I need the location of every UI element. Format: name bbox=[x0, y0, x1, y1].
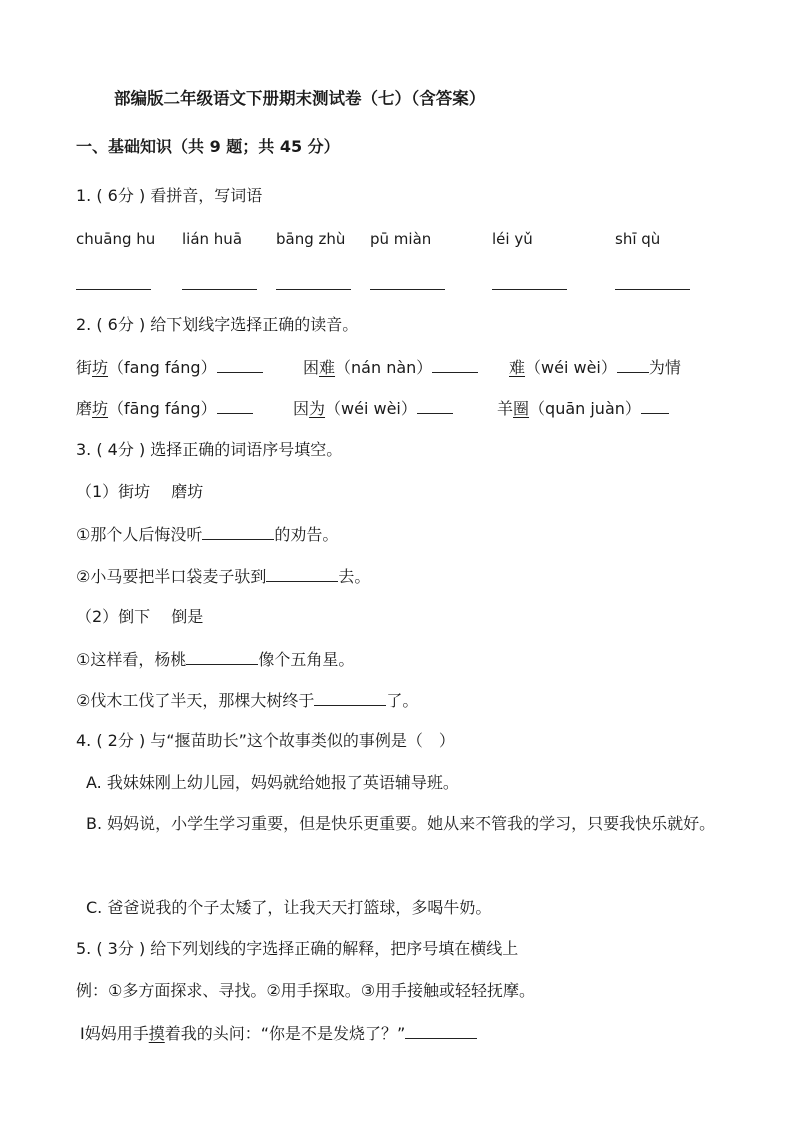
q2-word: 困 bbox=[303, 358, 320, 377]
underlined-char: 圈 bbox=[513, 399, 530, 418]
underlined-char: 难 bbox=[509, 358, 526, 377]
answer-blank[interactable] bbox=[266, 566, 338, 582]
q5-example: 例：①多方面探求、寻找。②用手探取。③用手接触或轻轻抚摩。 bbox=[76, 981, 536, 1000]
q3-header: 3. ( 4分 ) 选择正确的词语序号填空。 bbox=[76, 440, 343, 459]
answer-blank[interactable] bbox=[276, 289, 351, 290]
q5-item bbox=[80, 1023, 477, 1044]
option-c[interactable]: C. 爸爸说我的个子太矮了，让我天天打篮球，多喝牛奶。 bbox=[86, 898, 492, 917]
q2-item bbox=[509, 357, 681, 378]
pinyin-options: （fang fáng） bbox=[108, 358, 217, 377]
underlined-char: 坊 bbox=[92, 399, 109, 418]
q2-item bbox=[497, 398, 669, 419]
answer-blank[interactable] bbox=[641, 398, 669, 414]
answer-blank[interactable] bbox=[182, 289, 257, 290]
section-heading: 一、基础知识（共 9 题；共 45 分） bbox=[76, 137, 340, 156]
q2-word: 羊 bbox=[497, 399, 514, 418]
answer-blank[interactable] bbox=[615, 289, 690, 290]
q3-sentence bbox=[76, 524, 338, 545]
sentence-text: 像个五角星。 bbox=[258, 650, 355, 669]
answer-blank[interactable] bbox=[492, 289, 567, 290]
q3-sentence bbox=[76, 649, 354, 670]
q5-header: 5. ( 3分 ) 给下列划线的字选择正确的解释，把序号填在横线上 bbox=[76, 939, 519, 958]
pinyin-3: bāng zhù bbox=[276, 230, 346, 248]
sentence-text: ①那个人后悔没听 bbox=[76, 525, 203, 544]
answer-blank[interactable] bbox=[186, 649, 258, 665]
answer-blank[interactable] bbox=[217, 398, 253, 414]
q2-word: 为情 bbox=[648, 358, 681, 377]
answer-blank[interactable] bbox=[417, 398, 453, 414]
pinyin-options: （nán nàn） bbox=[335, 358, 433, 377]
sentence-text: ①这样看，杨桃 bbox=[76, 650, 187, 669]
q3-sub-heading: （2）倒下 倒是 bbox=[76, 607, 204, 626]
answer-blank[interactable] bbox=[405, 1023, 477, 1039]
pinyin-5: léi yǔ bbox=[492, 230, 533, 248]
sentence-text: 了。 bbox=[386, 691, 419, 710]
document-title: 部编版二年级语文下册期末测试卷（七）（含答案） bbox=[114, 89, 486, 108]
q2-word: 街 bbox=[76, 358, 93, 377]
underlined-char: 为 bbox=[309, 399, 326, 418]
q3-sub-heading: （1）街坊 磨坊 bbox=[76, 482, 204, 501]
answer-blank[interactable] bbox=[76, 289, 151, 290]
q2-word: 磨 bbox=[76, 399, 93, 418]
q2-item bbox=[293, 398, 453, 419]
sentence-text: 着我的头问：“你是不是发烧了？” bbox=[164, 1024, 406, 1043]
sentence-text: Ⅰ妈妈用手 bbox=[80, 1024, 149, 1043]
q2-header: 2. ( 6分 ) 给下划线字选择正确的读音。 bbox=[76, 315, 359, 334]
answer-blank[interactable] bbox=[617, 357, 649, 373]
sentence-text: 的劝告。 bbox=[274, 525, 339, 544]
q3-sentence bbox=[76, 690, 418, 711]
sentence-text: ②小马要把半口袋麦子驮到 bbox=[76, 567, 267, 586]
option-a[interactable]: A. 我妹妹刚上幼儿园，妈妈就给她报了英语辅导班。 bbox=[86, 773, 459, 792]
option-b[interactable]: B. 妈妈说，小学生学习重要，但是快乐更重要。她从来不管我的学习，只要我快乐就好。 bbox=[86, 814, 716, 833]
q4-header: 4. ( 2分 ) 与“揠苗助长”这个故事类似的事例是（ ） bbox=[76, 731, 455, 750]
pinyin-1: chuāng hu bbox=[76, 230, 156, 248]
answer-blank[interactable] bbox=[432, 357, 478, 373]
sentence-text: 去。 bbox=[338, 567, 371, 586]
q2-word: 因 bbox=[293, 399, 310, 418]
underlined-char: 摸 bbox=[148, 1024, 165, 1043]
pinyin-options: （wéi wèi） bbox=[325, 399, 417, 418]
q2-item bbox=[76, 398, 253, 419]
pinyin-options: （wéi wèi） bbox=[525, 358, 617, 377]
answer-blank[interactable] bbox=[314, 690, 386, 706]
pinyin-options: （quān juàn） bbox=[529, 399, 641, 418]
q3-sentence bbox=[76, 566, 370, 587]
pinyin-2: lián huā bbox=[182, 230, 243, 248]
underlined-char: 难 bbox=[319, 358, 336, 377]
sentence-text: ②伐木工伐了半天，那棵大树终于 bbox=[76, 691, 315, 710]
pinyin-6: shī qù bbox=[615, 230, 661, 248]
q2-item bbox=[303, 357, 478, 378]
q2-item bbox=[76, 357, 263, 378]
underlined-char: 坊 bbox=[92, 358, 109, 377]
answer-blank[interactable] bbox=[217, 357, 263, 373]
answer-blank[interactable] bbox=[370, 289, 445, 290]
answer-blank[interactable] bbox=[202, 524, 274, 540]
q1-header: 1. ( 6分 ) 看拼音，写词语 bbox=[76, 186, 263, 205]
pinyin-options: （fāng fáng） bbox=[108, 399, 217, 418]
pinyin-4: pū miàn bbox=[370, 230, 432, 248]
